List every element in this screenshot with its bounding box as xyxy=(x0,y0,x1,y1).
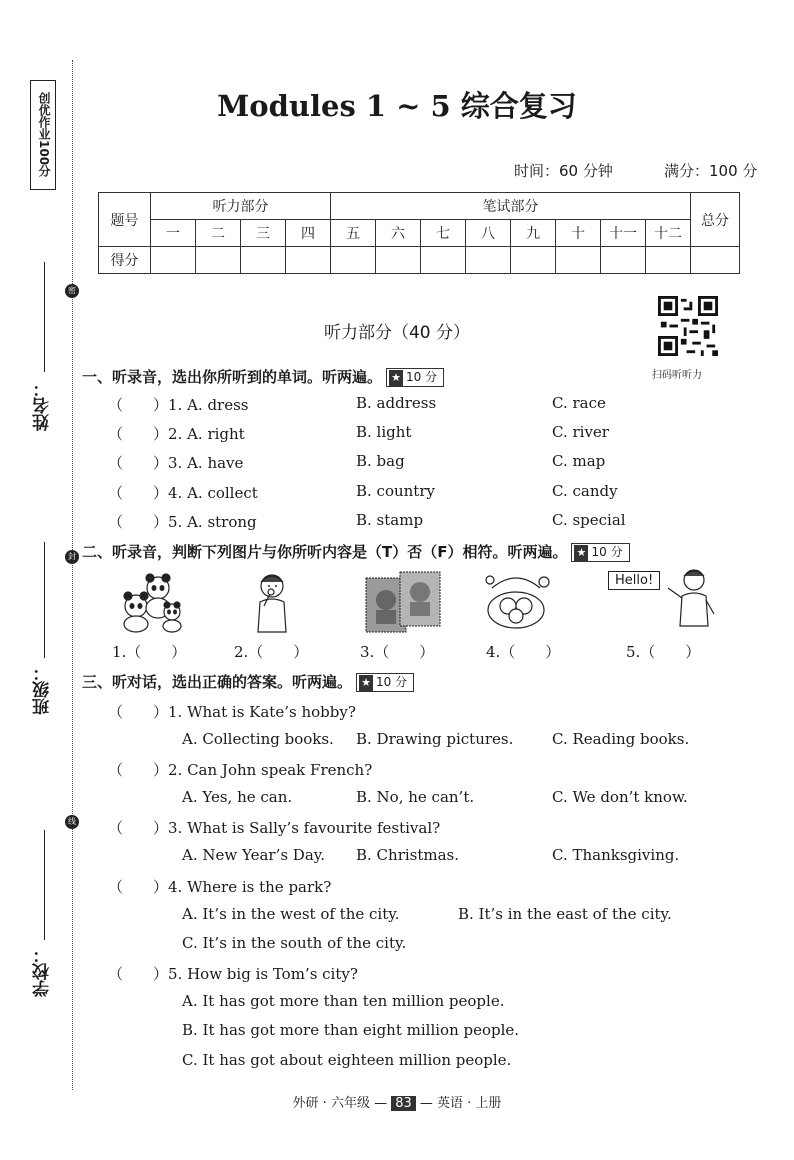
score-cell[interactable] xyxy=(196,247,241,274)
q4-option-b[interactable]: B. It’s in the east of the city. xyxy=(458,905,672,923)
score-cell[interactable] xyxy=(421,247,466,274)
picture-5-answer[interactable]: 5.（ ） xyxy=(626,643,701,661)
q4-option-a[interactable]: A. It’s in the west of the city. xyxy=(182,905,400,923)
class-blank[interactable] xyxy=(44,542,45,658)
question-3[interactable]: （ ）3. What is Sally’s favourite festival? xyxy=(108,819,441,837)
sec1-5-option-b[interactable]: B. stamp xyxy=(356,510,424,529)
question-number-cell: 四 xyxy=(286,220,331,247)
q2-option-a[interactable]: A. Yes, he can. xyxy=(182,788,293,806)
brand-box: 创优作业100分 xyxy=(30,80,56,190)
q1-option-a[interactable]: A. Collecting books. xyxy=(182,730,334,748)
sec1-3-question[interactable]: （ ）3. A. have xyxy=(108,454,244,473)
man-picture xyxy=(664,566,720,634)
listening-header: 听力部分 xyxy=(151,193,331,220)
score-cell[interactable] xyxy=(511,247,556,274)
question-number-cell: 九 xyxy=(511,220,556,247)
score-cell[interactable] xyxy=(241,247,286,274)
q4-option-c[interactable]: C. It’s in the south of the city. xyxy=(182,934,407,952)
sec1-5-question[interactable]: （ ）5. A. strong xyxy=(108,512,257,531)
question-number-cell: 六 xyxy=(376,220,421,247)
question-number-cell: 十二 xyxy=(646,220,691,247)
q5-option-a[interactable]: A. It has got more than ten million people. xyxy=(182,992,505,1010)
section-1-title: 一、听录音，选出你所听到的单词。听两遍。 xyxy=(82,368,383,386)
section-2-heading xyxy=(82,541,630,562)
written-header: 笔试部分 xyxy=(331,193,691,220)
question-number-cell: 一 xyxy=(151,220,196,247)
sec1-1-option-b[interactable]: B. address xyxy=(356,394,437,412)
sec1-3-option-c[interactable]: C. map xyxy=(552,452,606,471)
food-picture xyxy=(482,568,554,634)
qr-caption: 扫码听听力 xyxy=(652,370,702,381)
time-limit: 时间：60 分钟 xyxy=(514,162,613,180)
stamps-picture xyxy=(364,570,442,634)
score-cell[interactable] xyxy=(601,247,646,274)
seal-mark-feng: 封 xyxy=(65,550,79,564)
picture-1-answer[interactable]: 1.（ ） xyxy=(112,643,187,661)
section-1-heading xyxy=(82,366,444,387)
school-label: 学校： xyxy=(33,946,53,997)
section-1-points: ★ 10 分 xyxy=(386,368,444,387)
page-number: 83 xyxy=(391,1096,416,1111)
question-number-cell: 七 xyxy=(421,220,466,247)
q1-option-b[interactable]: B. Drawing pictures. xyxy=(356,730,514,748)
seal-mark-mi: 密 xyxy=(65,284,79,298)
score-cell[interactable] xyxy=(646,247,691,274)
question-4[interactable]: （ ）4. Where is the park? xyxy=(108,878,332,896)
sec1-4-option-c[interactable]: C. candy xyxy=(552,481,618,500)
q3-option-c[interactable]: C. Thanksgiving. xyxy=(552,846,680,864)
picture-3-answer[interactable]: 3.（ ） xyxy=(360,643,435,661)
score-cell[interactable] xyxy=(151,247,196,274)
sec1-5-option-c[interactable]: C. special xyxy=(552,510,626,529)
q2-option-c[interactable]: C. We don’t know. xyxy=(552,788,688,806)
page-footer xyxy=(0,1092,794,1111)
picture-4-answer[interactable]: 4.（ ） xyxy=(486,643,561,661)
question-number-cell: 八 xyxy=(466,220,511,247)
q2-option-b[interactable]: B. No, he can’t. xyxy=(356,788,475,806)
listening-title: 听力部分（40 分） xyxy=(323,323,471,343)
section-2-points: ★ 10 分 xyxy=(571,543,629,562)
q-label: 题号 xyxy=(99,193,151,247)
score-cell[interactable] xyxy=(466,247,511,274)
section-3-title: 三、听对话，选出正确的答案。听两遍。 xyxy=(82,673,353,691)
full-score: 满分：100 分 xyxy=(664,162,758,180)
seal-mark-xian: 线 xyxy=(65,815,79,829)
question-2[interactable]: （ ）2. Can John speak French? xyxy=(108,761,373,779)
score-label: 得分 xyxy=(99,247,151,274)
question-number-cell: 二 xyxy=(196,220,241,247)
sec1-2-option-b[interactable]: B. light xyxy=(356,423,412,442)
sec1-3-option-b[interactable]: B. bag xyxy=(356,452,405,471)
q5-option-c[interactable]: C. It has got about eighteen million people. xyxy=(182,1051,512,1069)
star-icon: ★ xyxy=(574,545,588,561)
score-cell[interactable] xyxy=(376,247,421,274)
q5-option-b[interactable]: B. It has got more than eight million people. xyxy=(182,1021,520,1039)
footer-left: 外研 · 六年级 — xyxy=(292,1096,388,1111)
qr-code-icon[interactable] xyxy=(658,296,718,356)
star-icon: ★ xyxy=(359,675,373,691)
total-header: 总分 xyxy=(691,193,740,247)
hello-bubble: Hello! xyxy=(608,571,660,590)
name-label: 姓名： xyxy=(33,380,53,431)
question-number-cell: 十 xyxy=(556,220,601,247)
footer-right: — 英语 · 上册 xyxy=(419,1096,502,1111)
section-3-heading xyxy=(82,671,414,692)
question-number-cell: 五 xyxy=(331,220,376,247)
sec1-4-option-b[interactable]: B. country xyxy=(356,481,435,500)
q1-option-c[interactable]: C. Reading books. xyxy=(552,730,690,748)
q3-option-b[interactable]: B. Christmas. xyxy=(356,846,460,864)
binding-line xyxy=(72,60,73,1090)
question-number-cell: 十一 xyxy=(601,220,646,247)
question-5[interactable]: （ ）5. How big is Tom’s city? xyxy=(108,965,358,983)
picture-2-answer[interactable]: 2.（ ） xyxy=(234,643,309,661)
boy-picture xyxy=(250,570,296,634)
sec1-1-question[interactable]: （ ）1. A. dress xyxy=(108,396,249,414)
pandas-picture xyxy=(114,566,186,634)
section-3-points: ★ 10 分 xyxy=(356,673,414,692)
question-number-cell: 三 xyxy=(241,220,286,247)
name-blank[interactable] xyxy=(44,262,45,372)
page-title: Modules 1 ~ 5 综合复习 xyxy=(217,89,577,123)
score-cell[interactable] xyxy=(556,247,601,274)
question-1[interactable]: （ ）1. What is Kate’s hobby? xyxy=(108,703,356,721)
q3-option-a[interactable]: A. New Year’s Day. xyxy=(182,846,326,864)
class-label: 班级： xyxy=(33,664,53,715)
score-cell[interactable] xyxy=(286,247,331,274)
sec1-1-option-c[interactable]: C. race xyxy=(552,394,606,412)
section-2-title: 二、听录音，判断下列图片与你所听内容是（T）否（F）相符。听两遍。 xyxy=(82,543,568,561)
score-cell[interactable] xyxy=(331,247,376,274)
school-blank[interactable] xyxy=(44,830,45,940)
star-icon: ★ xyxy=(389,370,403,386)
sec1-4-question[interactable]: （ ）4. A. collect xyxy=(108,483,258,502)
sec1-2-option-c[interactable]: C. river xyxy=(552,423,609,442)
total-score-cell[interactable] xyxy=(691,247,740,274)
sec1-2-question[interactable]: （ ）2. A. right xyxy=(108,425,245,444)
score-table xyxy=(98,192,740,274)
